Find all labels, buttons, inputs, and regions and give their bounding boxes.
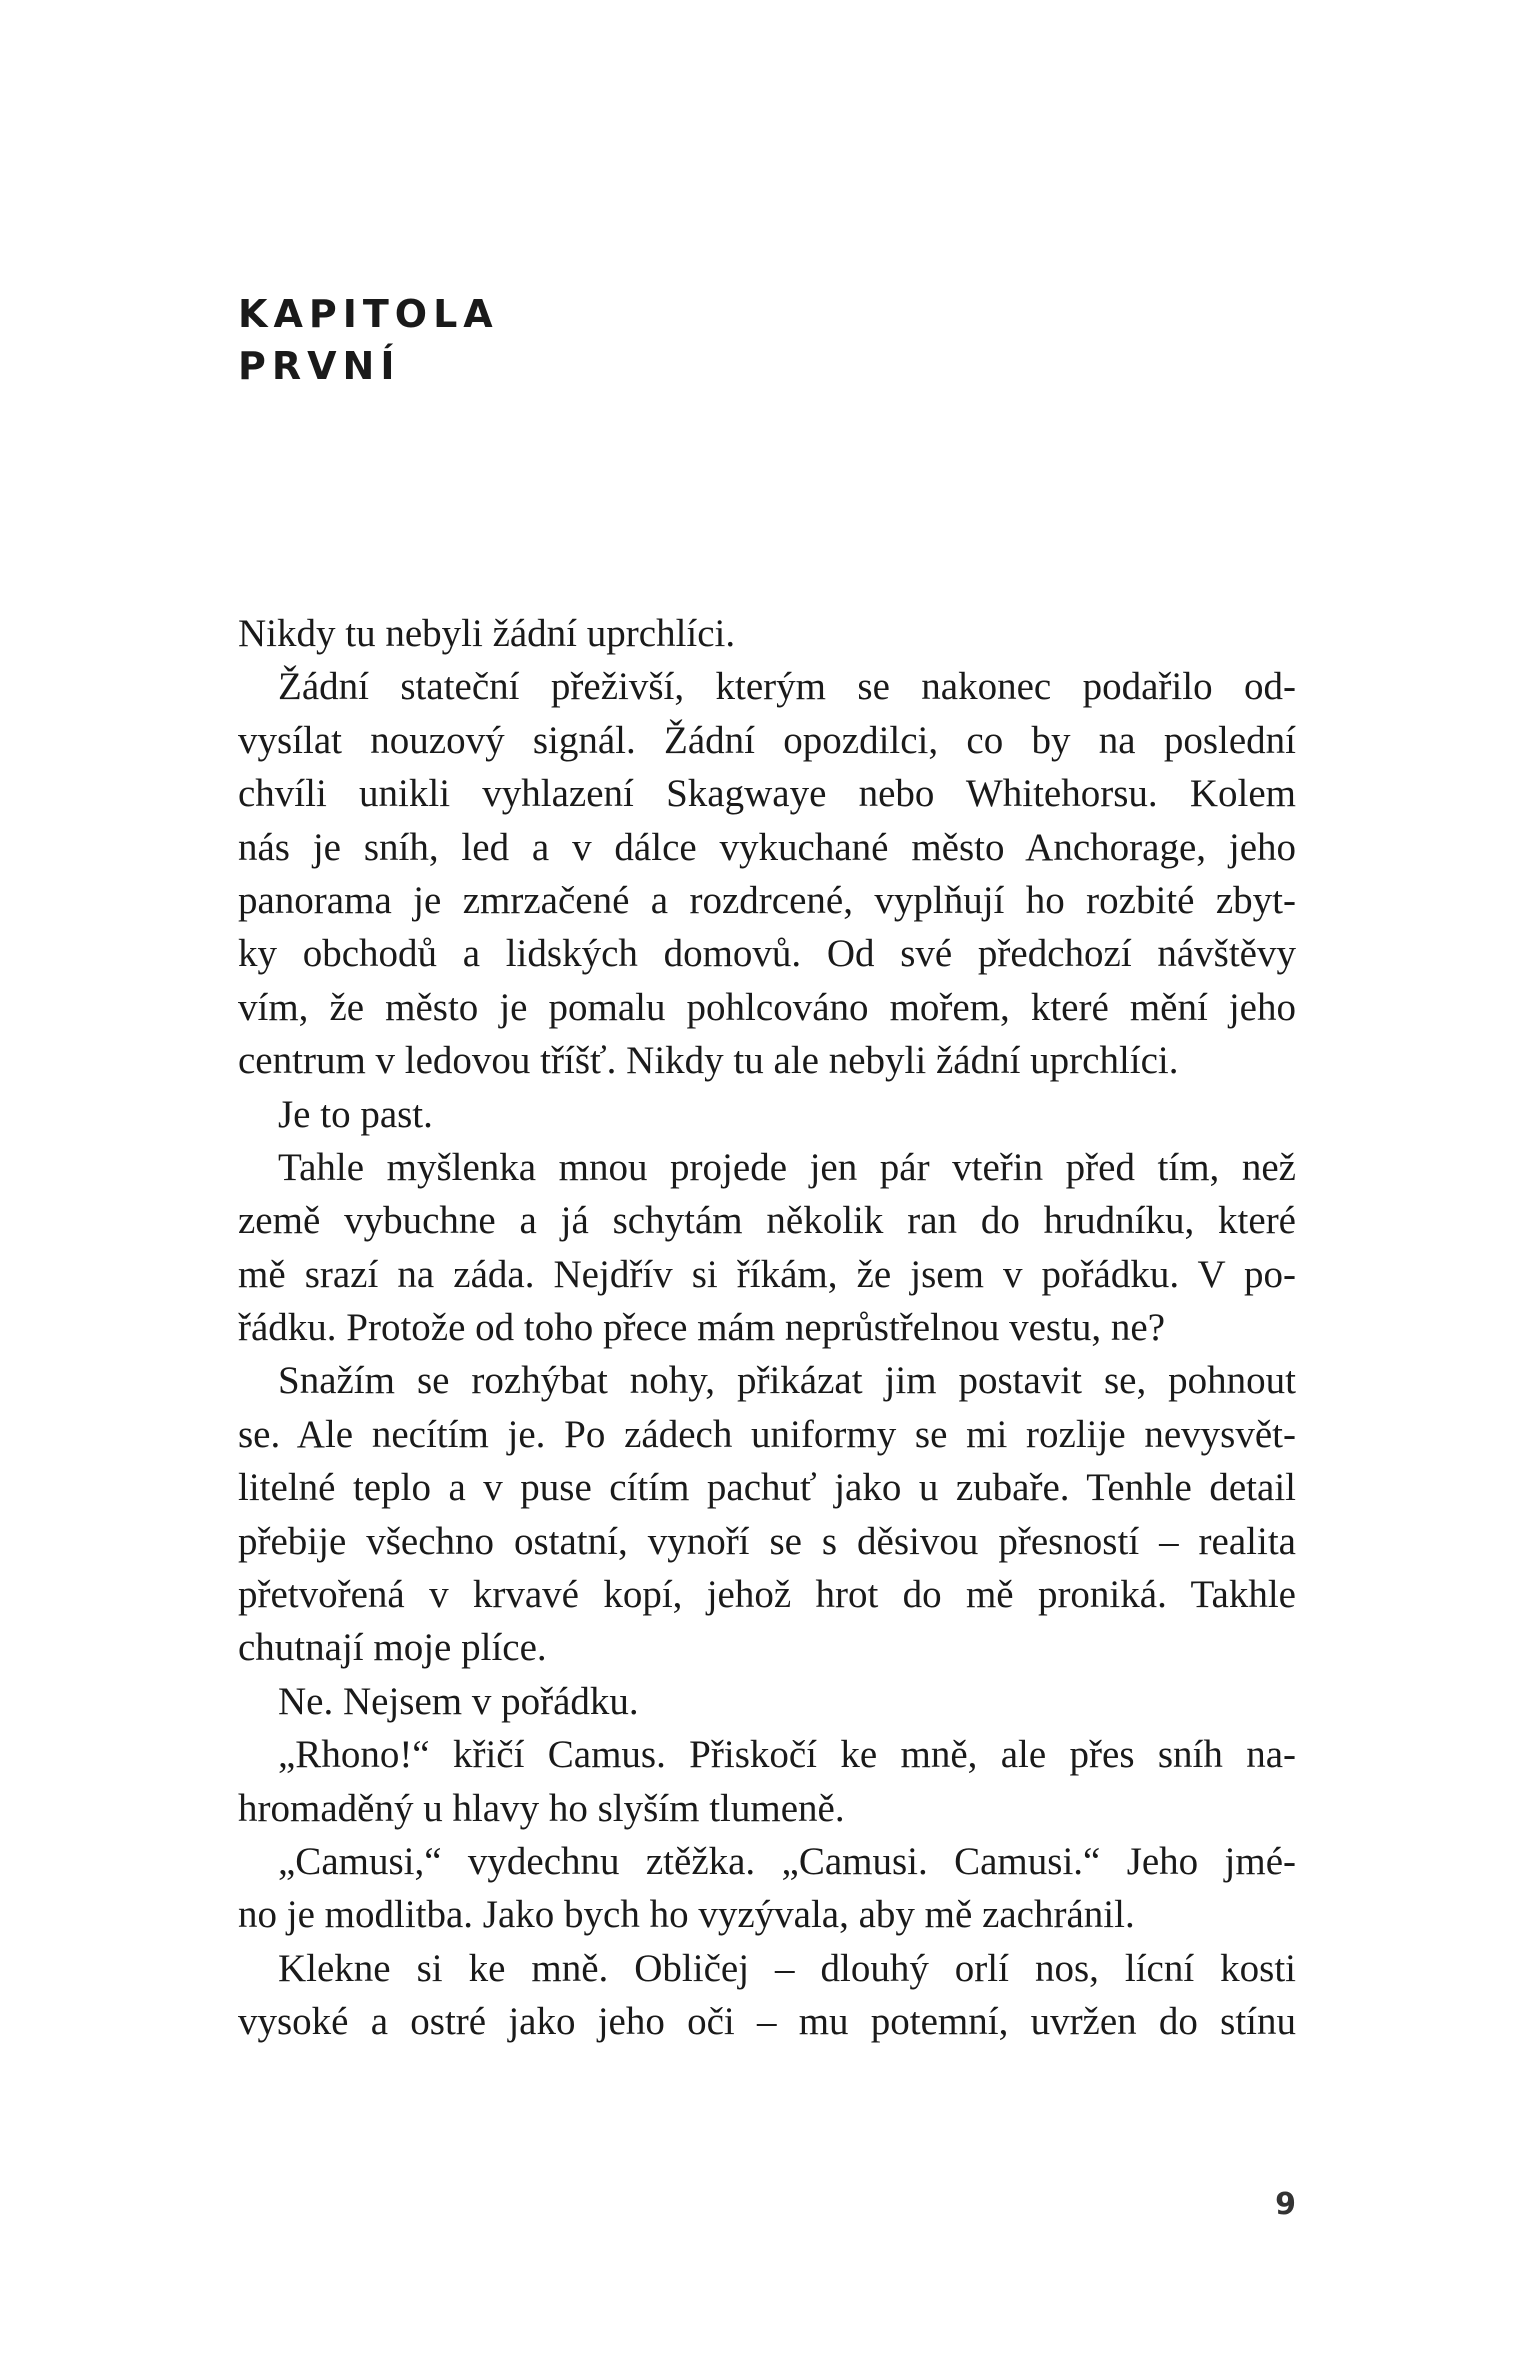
text-line: přebije všechno ostatní, vynoří se s děsivou přesností – realita (238, 1519, 1296, 1563)
chapter-heading (238, 288, 499, 392)
text-line: Žádní stateční přeživší, kterým se nakonec podařilo od- (278, 665, 1296, 709)
text-line: „Rhono!“ křičí Camus. Přiskočí ke mně, ale přes sníh na- (278, 1733, 1296, 1777)
text-line: Nikdy tu nebyli žádní uprchlíci. (238, 612, 736, 655)
page-number: 9 (1275, 2187, 1296, 2222)
text-line: „Camusi,“ vydechnu ztěžka. „Camusi. Camusi.“ Jeho jmé- (278, 1839, 1296, 1883)
text-line: se. Ale necítím je. Po zádech uniformy se mi rozlije nevysvět- (238, 1412, 1296, 1456)
text-line: Snažím se rozhýbat nohy, přikázat jim postavit se, pohnout (278, 1359, 1296, 1403)
text-line: mě srazí na záda. Nejdřív si říkám, že jsem v pořádku. V po- (238, 1252, 1296, 1296)
text-line: řádku. Protože od toho přece mám neprůstřelnou vestu, ne? (238, 1306, 1166, 1350)
text-line: nás je sníh, led a v dálce vykuchané město Anchorage, jeho (238, 825, 1296, 869)
text-line: Tahle myšlenka mnou projede jen pár vteřin před tím, než (278, 1145, 1296, 1189)
text-line: chutnají moje plíce. (238, 1626, 547, 1670)
text-line: hromaděný u hlavy ho slyším tlumeně. (238, 1786, 845, 1830)
text-line: vím, že město je pomalu pohlcováno mořem, které mění jeho (238, 985, 1296, 1029)
text-line: ky obchodů a lidských domovů. Od své předchozí návštěvy (238, 932, 1296, 976)
text-line: Je to past. (278, 1092, 433, 1136)
text-line: Ne. Nejsem v pořádku. (278, 1679, 639, 1723)
text-line: přetvořená v krvavé kopí, jehož hrot do mě proniká. Takhle (238, 1573, 1296, 1617)
text-line: litelné teplo a v puse cítím pachuť jako u zubaře. Tenhle detail (238, 1466, 1296, 1510)
chapter-label: KAPITOLA (238, 292, 499, 336)
text-line: chvíli unikli vyhlazení Skagwaye nebo Whitehorsu. Kolem (238, 772, 1296, 816)
text-line: Klekne si ke mně. Obličej – dlouhý orlí nos, lícní kosti (278, 1946, 1296, 1990)
text-line: centrum v ledovou tříšť. Nikdy tu ale nebyli žádní uprchlíci. (238, 1039, 1179, 1083)
chapter-body-text (238, 607, 1296, 2049)
text-line: země vybuchne a já schytám několik ran do hrudníku, které (238, 1199, 1296, 1243)
text-line: panorama je zmrzačené a rozdrcené, vyplňují ho rozbité zbyt- (238, 878, 1296, 922)
text-line: vysílat nouzový signál. Žádní opozdilci, co by na poslední (238, 718, 1296, 762)
chapter-number: PRVNÍ (238, 344, 401, 388)
text-line: vysoké a ostré jako jeho oči – mu potemní, uvržen do stínu (238, 2000, 1296, 2044)
text-line: no je modlitba. Jako bych ho vyzývala, aby mě zachránil. (238, 1893, 1135, 1937)
